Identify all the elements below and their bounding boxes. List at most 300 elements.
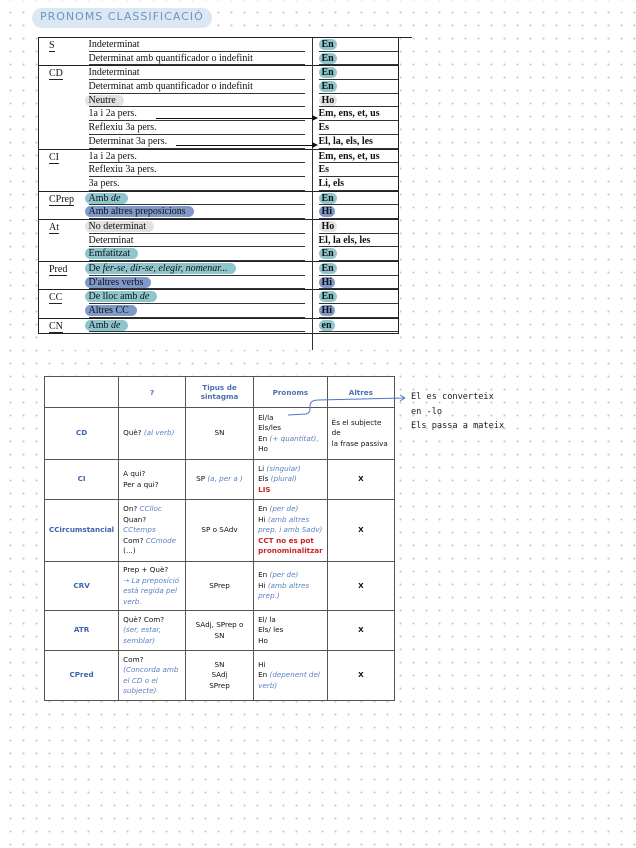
cell-segment: (per de) [269, 504, 299, 514]
arrow-line [176, 145, 316, 146]
cell-segment: Li [258, 463, 267, 473]
function-label: CD [49, 68, 63, 80]
cell-segment: semblar) [123, 635, 156, 645]
type-text [89, 81, 253, 92]
pronoun-value: Hi [319, 206, 336, 217]
group-row [39, 149, 399, 191]
phrase-type-cell [185, 460, 253, 500]
cell-line: SN [214, 428, 225, 438]
cell-segment: En [258, 504, 270, 514]
pronoun-value: En [319, 248, 337, 259]
pronoun-line [319, 52, 399, 66]
cell-line [123, 504, 181, 515]
cell-line [123, 480, 181, 491]
type-segment: 1a i 2a pers. [88, 108, 137, 120]
group-row [39, 219, 399, 261]
pronoun-line [319, 247, 399, 261]
cell-line [258, 670, 323, 681]
function-label: CN [49, 320, 63, 332]
function-label: CC [49, 292, 63, 304]
type-line [89, 234, 305, 248]
cell-line [258, 570, 323, 581]
cell-line [123, 546, 181, 557]
type-text [85, 263, 236, 274]
pronoun-line [319, 304, 399, 318]
cell-line [332, 670, 390, 681]
cell-segment: la frase passiva [331, 438, 388, 448]
type-segment: De [88, 263, 103, 274]
cell-segment: CClloc [139, 504, 162, 514]
others-cell [327, 562, 394, 611]
type-text [85, 221, 154, 232]
pronoun-value: En [319, 291, 337, 302]
type-line [89, 205, 305, 219]
cell-segment: subjecte) [123, 686, 157, 695]
cell-segment: En [258, 570, 270, 580]
column-header: Tipus de sintagma [185, 377, 253, 408]
cell-segment: verb. [123, 596, 142, 606]
function-cell [39, 318, 81, 333]
type-line [89, 135, 305, 149]
phrase-type-cell [185, 408, 253, 460]
cell-line [123, 655, 181, 666]
type-segment: De lloc amb [88, 291, 140, 303]
type-segment: Amb altres preposicions [88, 206, 186, 218]
cell-line [332, 474, 390, 485]
cell-line [123, 565, 181, 576]
pronoun-value: Em, ens, et, us [318, 108, 380, 120]
cell-line [123, 686, 181, 697]
handwritten-note: Els passa a mateix [411, 421, 505, 431]
cell-segment: Hi [258, 659, 266, 669]
cell-segment: → La preposició [123, 575, 180, 585]
cell-segment: (per de) [269, 570, 299, 580]
function-cell: CD [45, 408, 119, 460]
cell-segment: pronominalitzar [258, 546, 323, 556]
cell-line [123, 676, 181, 687]
function-cell [39, 191, 81, 219]
cell-line: SAdj, SPrep o SN [195, 620, 244, 640]
cell-line [123, 576, 181, 587]
pronoun-line [319, 66, 399, 80]
cell-segment: Ho [258, 444, 268, 453]
pronoun-line [319, 262, 399, 276]
cell-segment: (Concorda amb [123, 665, 179, 674]
cell-line [258, 636, 323, 647]
cell-segment: SP [196, 474, 208, 484]
pronouns-cell [254, 562, 328, 611]
table-row [45, 500, 395, 562]
type-line [89, 304, 305, 318]
type-line [89, 192, 305, 206]
type-text [85, 320, 129, 331]
cell-segment: Els [258, 474, 271, 484]
phrase-type-cell [185, 611, 253, 651]
cell-segment: X [358, 580, 364, 590]
cell-line [258, 504, 323, 515]
pronouns-cell [254, 500, 328, 562]
cell-line [258, 525, 323, 536]
cell-line [258, 485, 323, 496]
cell-segment: Hi [258, 580, 268, 590]
cell-line [258, 546, 323, 557]
group-row [39, 318, 399, 333]
type-text [89, 235, 134, 246]
function-cell: CRV [45, 562, 119, 611]
pronoun-value: en [319, 320, 335, 331]
cell-segment: Hi [258, 514, 268, 524]
question-cell [119, 500, 186, 562]
pronoun-line [319, 135, 399, 149]
cell-segment: X [358, 474, 364, 484]
type-line [89, 150, 305, 164]
cell-segment: Ho [258, 635, 268, 645]
type-text [89, 122, 157, 133]
type-text [85, 248, 139, 259]
cell-segment: Què? Com? [123, 614, 165, 624]
cell-line: SPrep [209, 680, 230, 690]
cell-segment: (singular) [266, 463, 301, 473]
pronoun-line [319, 205, 399, 219]
type-line [89, 38, 305, 52]
pronoun-cell [313, 262, 399, 290]
type-segment: fer-se, dir-se, elegir, nomenar... [102, 263, 228, 274]
type-text [85, 95, 124, 106]
pronoun-value: Li, els [318, 177, 345, 189]
type-cell [81, 38, 313, 66]
type-text [89, 136, 168, 147]
type-line [89, 262, 305, 276]
type-segment: No determinat [88, 220, 146, 232]
others-cell [327, 651, 394, 701]
type-segment: Altres CC [88, 305, 129, 317]
cell-segment: (amb altres [267, 580, 310, 590]
handwritten-note: El es converteix [411, 392, 494, 402]
table-row [45, 460, 395, 500]
group-row [39, 191, 399, 219]
question-cell [119, 460, 186, 500]
column-separator [312, 38, 313, 350]
group-row [39, 290, 399, 318]
others-cell [327, 460, 394, 500]
type-segment: 1a i 2a pers. [88, 150, 137, 162]
question-cell [119, 408, 186, 460]
cell-line [258, 581, 323, 592]
cell-line [332, 581, 390, 592]
type-line [89, 290, 305, 304]
type-cell [81, 262, 313, 290]
cell-line [123, 636, 181, 647]
cell-segment: (amb altres [267, 514, 310, 524]
type-cell [81, 191, 313, 219]
type-segment: Reflexiu 3a pers. [88, 122, 157, 134]
type-line [89, 107, 305, 121]
cell-line [258, 660, 323, 671]
function-label: At [49, 221, 59, 233]
annotation-arrow [280, 390, 410, 422]
column-header: ? [119, 377, 186, 408]
cell-line: SPrep [209, 580, 230, 590]
cell-segment: Per a qui? [123, 479, 159, 489]
pronoun-cell [313, 318, 399, 333]
type-text [89, 108, 137, 119]
cell-segment: verb) [258, 680, 278, 690]
pronoun-line [319, 319, 399, 333]
cell-line [258, 625, 323, 636]
cell-segment: (depenent del [269, 670, 320, 680]
type-line [89, 66, 305, 80]
cell-line [258, 464, 323, 475]
type-cell [81, 290, 313, 318]
type-segment: Determinat amb quantificador o indefinit [88, 52, 253, 64]
cell-segment: On? [123, 504, 140, 514]
cell-line [258, 474, 323, 485]
type-line [89, 177, 305, 191]
cell-line: SP o SAdv [201, 525, 238, 535]
group-row [39, 66, 399, 149]
cell-line [123, 469, 181, 480]
cell-segment: Els/ les [258, 625, 284, 635]
pronoun-value: En [319, 39, 337, 50]
group-row [39, 262, 399, 290]
function-cell [39, 290, 81, 318]
function-cell: CPred [45, 651, 119, 701]
type-cell [81, 318, 313, 333]
type-line [89, 163, 305, 177]
pronoun-value: El, la, els, les [318, 135, 373, 147]
function-cell [39, 219, 81, 261]
pronoun-value: Es [318, 122, 330, 134]
cell-segment: està regida pel [123, 586, 177, 595]
pronoun-value: Hi [319, 277, 336, 288]
type-segment: Emfatitzat [88, 248, 131, 260]
column-header: Pronoms [254, 377, 328, 408]
type-segment: de [139, 291, 150, 303]
type-text [89, 164, 157, 175]
pronoun-cell [313, 38, 399, 66]
type-line [89, 121, 305, 135]
pronoun-line [319, 94, 399, 108]
type-text [89, 151, 137, 162]
type-segment: de [111, 319, 121, 331]
cell-segment: el CD o el [123, 675, 158, 685]
pronoun-cell [313, 149, 399, 191]
pronoun-value: El, la els, les [318, 234, 371, 246]
question-cell [119, 611, 186, 651]
cell-line: SAdj [211, 670, 228, 680]
cell-line [258, 515, 323, 526]
type-segment: 3a pers. [88, 177, 120, 189]
pronoun-line [319, 121, 399, 135]
pronoun-value: Ho [319, 221, 338, 232]
pronoun-cell [313, 290, 399, 318]
cell-segment: En [258, 670, 270, 680]
function-cell: CCircumstancial [45, 500, 119, 562]
cell-line [123, 515, 181, 536]
pronoun-value: Ho [319, 95, 338, 106]
cell-segment: prep.) [258, 591, 280, 601]
pronoun-line [319, 192, 399, 206]
type-segment: Neutre [88, 94, 116, 106]
cell-segment: (a, per a ) [207, 474, 243, 484]
pronoun-line [319, 163, 399, 177]
type-segment: Amb [88, 319, 111, 331]
arrow-line [156, 118, 316, 119]
type-text [89, 67, 140, 78]
cell-line [258, 423, 323, 434]
type-line [89, 94, 305, 108]
pronoun-value: Es [318, 164, 330, 176]
type-line [89, 247, 305, 261]
cell-line: SN [214, 659, 225, 669]
type-text [85, 193, 129, 204]
others-cell [327, 611, 394, 651]
type-line [89, 220, 305, 234]
table-row [45, 651, 395, 701]
function-label: CI [49, 151, 59, 163]
function-cell: CI [45, 460, 119, 500]
cell-line [123, 536, 181, 547]
function-cell: ATR [45, 611, 119, 651]
type-text [89, 39, 140, 50]
pronoun-line [319, 38, 399, 52]
pronouns-cell [254, 611, 328, 651]
type-segment: Reflexiu 3a pers. [88, 164, 157, 176]
column-header [45, 377, 119, 408]
cell-segment: CCT no es pot [258, 535, 314, 545]
cell-line [332, 625, 390, 636]
type-segment: Determinat amb quantificador o indefinit [88, 81, 253, 93]
cell-segment: prep. i amb Sadv) [258, 525, 323, 535]
cell-line [123, 665, 181, 676]
phrase-type-cell [185, 500, 253, 562]
type-segment: Determinat 3a pers. [88, 135, 168, 147]
cell-line [258, 681, 323, 692]
pronoun-line [319, 276, 399, 290]
type-line [89, 319, 305, 333]
handwritten-note: en -lo [411, 407, 443, 417]
column-header: Altres [327, 377, 394, 408]
pronoun-line [319, 107, 399, 121]
cell-segment: (plural) [270, 474, 297, 484]
type-text [89, 53, 253, 64]
pronoun-value: En [319, 67, 337, 78]
cell-line [332, 439, 390, 450]
cell-segment: Com? [123, 654, 144, 664]
pronoun-line [319, 177, 399, 191]
type-text [89, 178, 120, 189]
cell-line [123, 615, 181, 626]
pronoun-value: Hi [319, 305, 336, 316]
function-cell [39, 38, 81, 66]
pronoun-line [319, 80, 399, 94]
cell-segment: (ser, estar, [123, 625, 161, 635]
page-title: PRONOMS CLASSIFICACIÓ [32, 8, 212, 28]
pronoun-line [319, 234, 399, 248]
pronoun-cell [313, 191, 399, 219]
pronoun-value: Em, ens, et, us [318, 150, 380, 162]
phrase-type-cell [185, 562, 253, 611]
type-line [89, 80, 305, 94]
cell-line [258, 591, 323, 602]
cell-segment: CCtemps [123, 525, 156, 535]
pronoun-line [319, 150, 399, 164]
function-label: S [49, 40, 55, 51]
phrase-type-cell [185, 651, 253, 701]
cell-line [123, 428, 181, 439]
cell-segment: CCmode [145, 535, 177, 545]
pronoun-cell [313, 66, 399, 149]
type-segment: Amb [88, 192, 111, 204]
function-cell [39, 262, 81, 290]
pronoun-value: En [319, 263, 337, 274]
cell-segment: Com? [123, 535, 146, 545]
cell-segment: (al verb) [143, 428, 175, 438]
cell-segment: El/la [258, 412, 274, 422]
type-text [85, 305, 137, 316]
pronoun-line [319, 290, 399, 304]
cell-segment: (+ quantitat), [269, 433, 319, 443]
function-cell [39, 66, 81, 149]
cell-segment: Prep + Què? [123, 565, 169, 574]
type-segment: Determinat [88, 234, 134, 246]
table-row [45, 611, 395, 651]
function-summary-table [44, 376, 395, 701]
cell-segment: Què? [123, 428, 144, 438]
cell-segment: X [358, 670, 364, 680]
function-label: CPrep [49, 193, 74, 205]
type-line [89, 276, 305, 290]
type-segment: Indeterminat [88, 67, 140, 79]
type-segment: D'altres verbs [88, 276, 144, 288]
cell-segment: A qui? [123, 469, 146, 478]
others-cell [327, 500, 394, 562]
table-row [45, 562, 395, 611]
function-cell [39, 149, 81, 191]
question-cell [119, 562, 186, 611]
type-cell [81, 66, 313, 149]
cell-segment: X [358, 525, 364, 535]
cell-line [258, 444, 323, 455]
pronoun-classification-table [38, 38, 399, 334]
function-label: Pred [49, 264, 68, 275]
type-segment: de [111, 192, 121, 204]
cell-segment: (...) [123, 546, 136, 556]
type-cell [81, 149, 313, 191]
pronouns-cell [254, 460, 328, 500]
cell-line [258, 434, 323, 445]
cell-segment: En [258, 433, 270, 443]
type-segment: Indeterminat [88, 39, 140, 50]
pronoun-cell [313, 219, 399, 261]
cell-line [123, 625, 181, 636]
pronoun-value: En [319, 53, 337, 64]
cell-segment: Quan? [123, 514, 147, 524]
pronouns-cell [254, 651, 328, 701]
cell-line [123, 597, 181, 608]
pronoun-value: En [319, 193, 337, 204]
cell-segment: És el subjecte de [331, 417, 382, 438]
pronoun-value: En [319, 81, 337, 92]
type-cell [81, 219, 313, 261]
pronoun-line [319, 220, 399, 234]
cell-line [332, 525, 390, 536]
question-cell [119, 651, 186, 701]
cell-segment: Els/les [258, 423, 281, 432]
type-text [85, 291, 158, 302]
cell-line [258, 615, 323, 626]
type-text [85, 206, 194, 217]
